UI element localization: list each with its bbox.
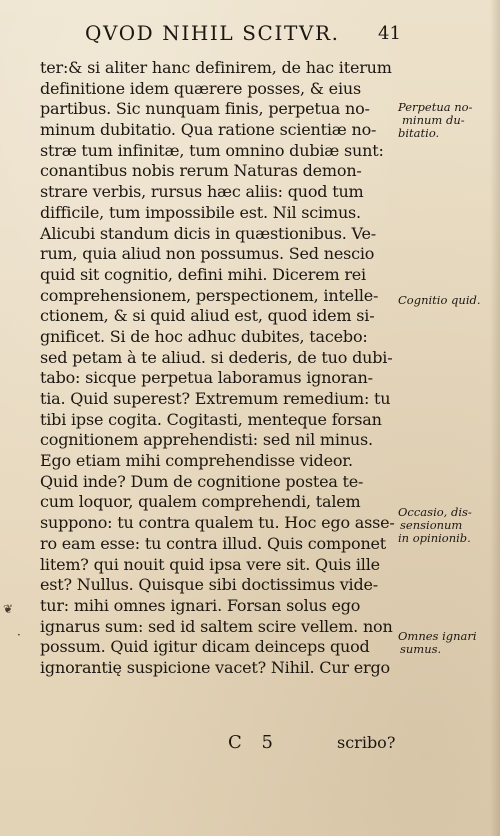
text-line: tabo: sicque perpetua laboramus ignoran- (40, 368, 373, 388)
text-line: comprehensionem, perspectionem, intelle- (40, 285, 379, 305)
text-line: quid sit cognitio, defini mihi. Dicerem rei (40, 264, 366, 284)
text-line: conantibus nobis rerum Naturas demon- (40, 161, 362, 181)
text-line: Quid inde? Dum de cognitione postea te- (40, 471, 364, 491)
text-line: rum, quia aliud non possumus. Sed nescio (40, 244, 375, 264)
text-line: ignorantię suspicione vacet? Nihil. Cur ergo (40, 657, 390, 677)
text-line: ro eam esse: tu contra illud. Quis componet (40, 533, 387, 553)
marginal-line: sensionum (400, 518, 463, 532)
marginal-line: bitatio. (398, 126, 440, 140)
text-line: Alicubi standum dicis in quæstionibus. Ve- (40, 223, 376, 243)
text-line: stræ tum infinitæ, tum omnino dubiæ sunt: (40, 140, 384, 160)
body-text (40, 58, 405, 679)
marginal-line: in opinionib. (398, 531, 471, 545)
text-line: possum. Quid igitur dicam deinceps quod (40, 637, 370, 657)
marginal-line: Omnes ignari (398, 629, 477, 643)
text-line: tur: mihi omnes ignari. Forsan solus ego (40, 595, 361, 615)
text-line: partibus. Sic nunquam finis, perpetua no- (40, 99, 370, 119)
running-title: QVOD NIHIL SCITVR. (85, 21, 340, 45)
text-line: ter:& si aliter hanc definirem, de hac iterum (40, 58, 392, 77)
marginal-line: minum du- (402, 113, 465, 127)
marginal-line: Perpetua no- (398, 100, 473, 114)
ink-dot: · (17, 628, 21, 642)
marginal-note-occasio (398, 506, 498, 545)
signature-mark: C 5 (228, 732, 273, 753)
text-line: ignarus sum: sed id saltem scire vellem. non (40, 616, 393, 636)
text-line: litem? qui nouit quid ipsa vere sit. Quis ille (40, 554, 380, 574)
text-line: tia. Quid superest? Extremum remedium: tu (40, 389, 391, 408)
text-line: ctionem, & si quid aliud est, quod idem si- (40, 306, 375, 326)
marginal-line: sumus. (400, 642, 442, 656)
text-line: difficile, tum impossibile est. Nil scimus. (40, 202, 361, 222)
text-line: cognitionem apprehendisti: sed nil minus. (40, 430, 373, 450)
text-line: gnificet. Si de hoc adhuc dubites, tacebo: (40, 326, 368, 346)
text-line: sed petam à te aliud. si dederis, de tuo dubi- (40, 347, 393, 367)
text-line: Ego etiam mihi comprehendisse videor. (40, 451, 353, 471)
catchword: scribo? (337, 733, 396, 752)
marginal-note-perpetua (398, 101, 498, 140)
text-line: minum dubitatio. Qua ratione scientiæ no- (40, 120, 377, 140)
marginal-line: Cognitio quid. (398, 293, 481, 307)
marginal-note-cognitio (398, 294, 498, 307)
fleuron-ornament: ❦ (3, 602, 14, 616)
text-line: strare verbis, rursus hæc aliis: quod tum (40, 182, 364, 202)
marginal-line: Occasio, dis- (398, 505, 472, 519)
text-line: tibi ipse cogita. Cogitasti, menteque forsan (40, 409, 382, 429)
marginal-note-omnes (398, 630, 498, 656)
text-line: est? Nullus. Quisque sibi doctissimus vide- (40, 575, 378, 595)
text-line: definitione idem quærere posses, & eius (40, 78, 361, 98)
text-line: cum loquor, qualem comprehendi, talem (40, 492, 361, 512)
text-line: suppono: tu contra qualem tu. Hoc ego asse- (40, 513, 395, 533)
page-number: 41 (378, 23, 401, 44)
